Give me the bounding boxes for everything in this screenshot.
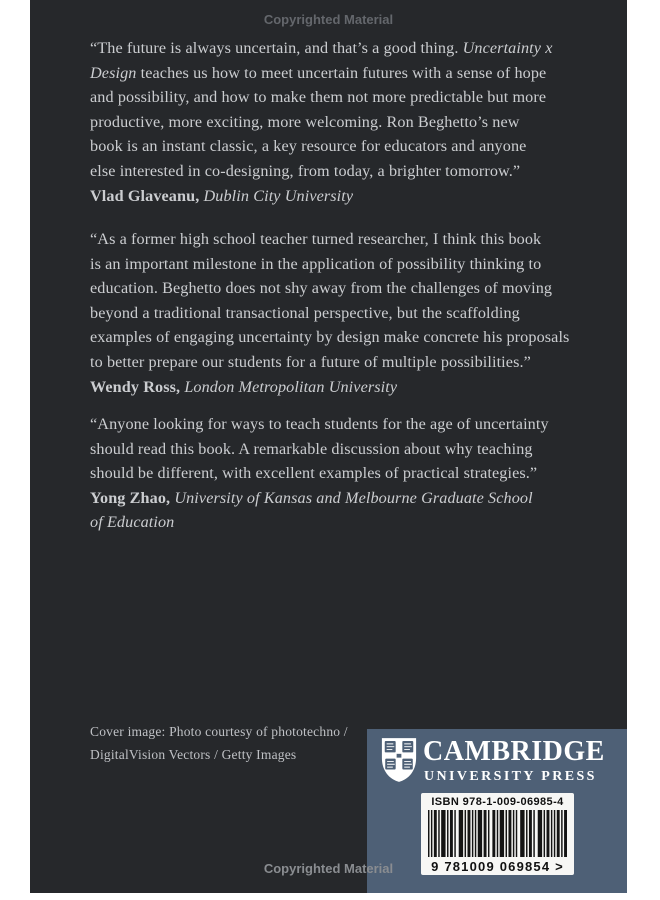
- quote-affiliation: University of Kansas and Melbourne Graduate School: [174, 488, 533, 507]
- quote-line: book is an instant classic, a key resource for educators and anyone: [90, 137, 527, 156]
- quote-line: “The future is always uncertain, and that’s a good thing. Uncertainty x: [90, 39, 553, 57]
- publisher-subtitle: UNIVERSITY PRESS: [424, 769, 597, 784]
- quote-attribution: [90, 184, 580, 209]
- quote-line: is an important milestone in the application of possibility thinking to: [90, 254, 542, 273]
- ean-number: 9 781009 069854 >: [431, 859, 564, 874]
- quote-author: Vlad Glaveanu,: [90, 186, 200, 205]
- endorsement-quote-1: [90, 36, 580, 208]
- cover-image-credit: [90, 721, 390, 766]
- book-back-cover: [30, 0, 627, 893]
- quote-line: to better prepare our students for a future of multiple possibilities.”: [90, 352, 531, 371]
- quote-line: education. Beghetto does not shy away from the challenges of moving: [90, 279, 553, 298]
- quote-author: Wendy Ross,: [90, 377, 181, 396]
- quote-affiliation: London Metropolitan University: [184, 377, 398, 396]
- cambridge-shield-icon: [380, 737, 418, 783]
- publisher-name: CAMBRIDGE: [423, 736, 605, 767]
- quote-line: and possibility, and how to make them not more predictable but more: [90, 88, 547, 107]
- quote-attribution: [90, 486, 580, 511]
- isbn-number: ISBN 978-1-009-06985-4: [431, 796, 564, 808]
- quote-affiliation: Dublin City University: [203, 186, 354, 205]
- quote-line: beyond a traditional transactional perspective, but the scaffolding: [90, 303, 520, 322]
- quote-line: should be different, with excellent examples of practical strategies.”: [90, 464, 538, 483]
- endorsement-quote-2: [90, 227, 580, 399]
- quote-affiliation: of Education: [90, 513, 175, 532]
- quote-line: Design teaches us how to meet uncertain futures with a sense of hope: [90, 63, 547, 82]
- endorsement-quote-3: [90, 412, 580, 535]
- credit-line: DigitalVision Vectors / Getty Images: [90, 746, 297, 762]
- book-title-italic: Uncertainty x: [462, 39, 553, 57]
- quote-line: examples of engaging uncertainty by design make concrete his proposals: [90, 328, 570, 347]
- barcode-icon: [428, 810, 567, 857]
- quote-attribution-wrap: [90, 510, 580, 535]
- quote-line: should read this book. A remarkable discussion about why teaching: [90, 439, 533, 458]
- copyright-notice-top: Copyrighted Material: [263, 12, 394, 27]
- quote-author: Yong Zhao,: [90, 488, 171, 507]
- book-title-italic: Design: [90, 63, 137, 82]
- copyright-notice-bottom: Copyrighted Material: [263, 861, 394, 876]
- quote-line: “As a former high school teacher turned researcher, I think this book: [90, 230, 542, 248]
- quote-line: else interested in co-designing, from today, a brighter tomorrow.”: [90, 161, 521, 180]
- quote-line: “Anyone looking for ways to teach students for the age of uncertainty: [90, 415, 549, 433]
- quote-line: productive, more exciting, more welcoming. Ron Beghetto’s new: [90, 112, 520, 131]
- quote-attribution: [90, 375, 580, 400]
- credit-line: Cover image: Photo courtesy of phototechno /: [90, 724, 348, 739]
